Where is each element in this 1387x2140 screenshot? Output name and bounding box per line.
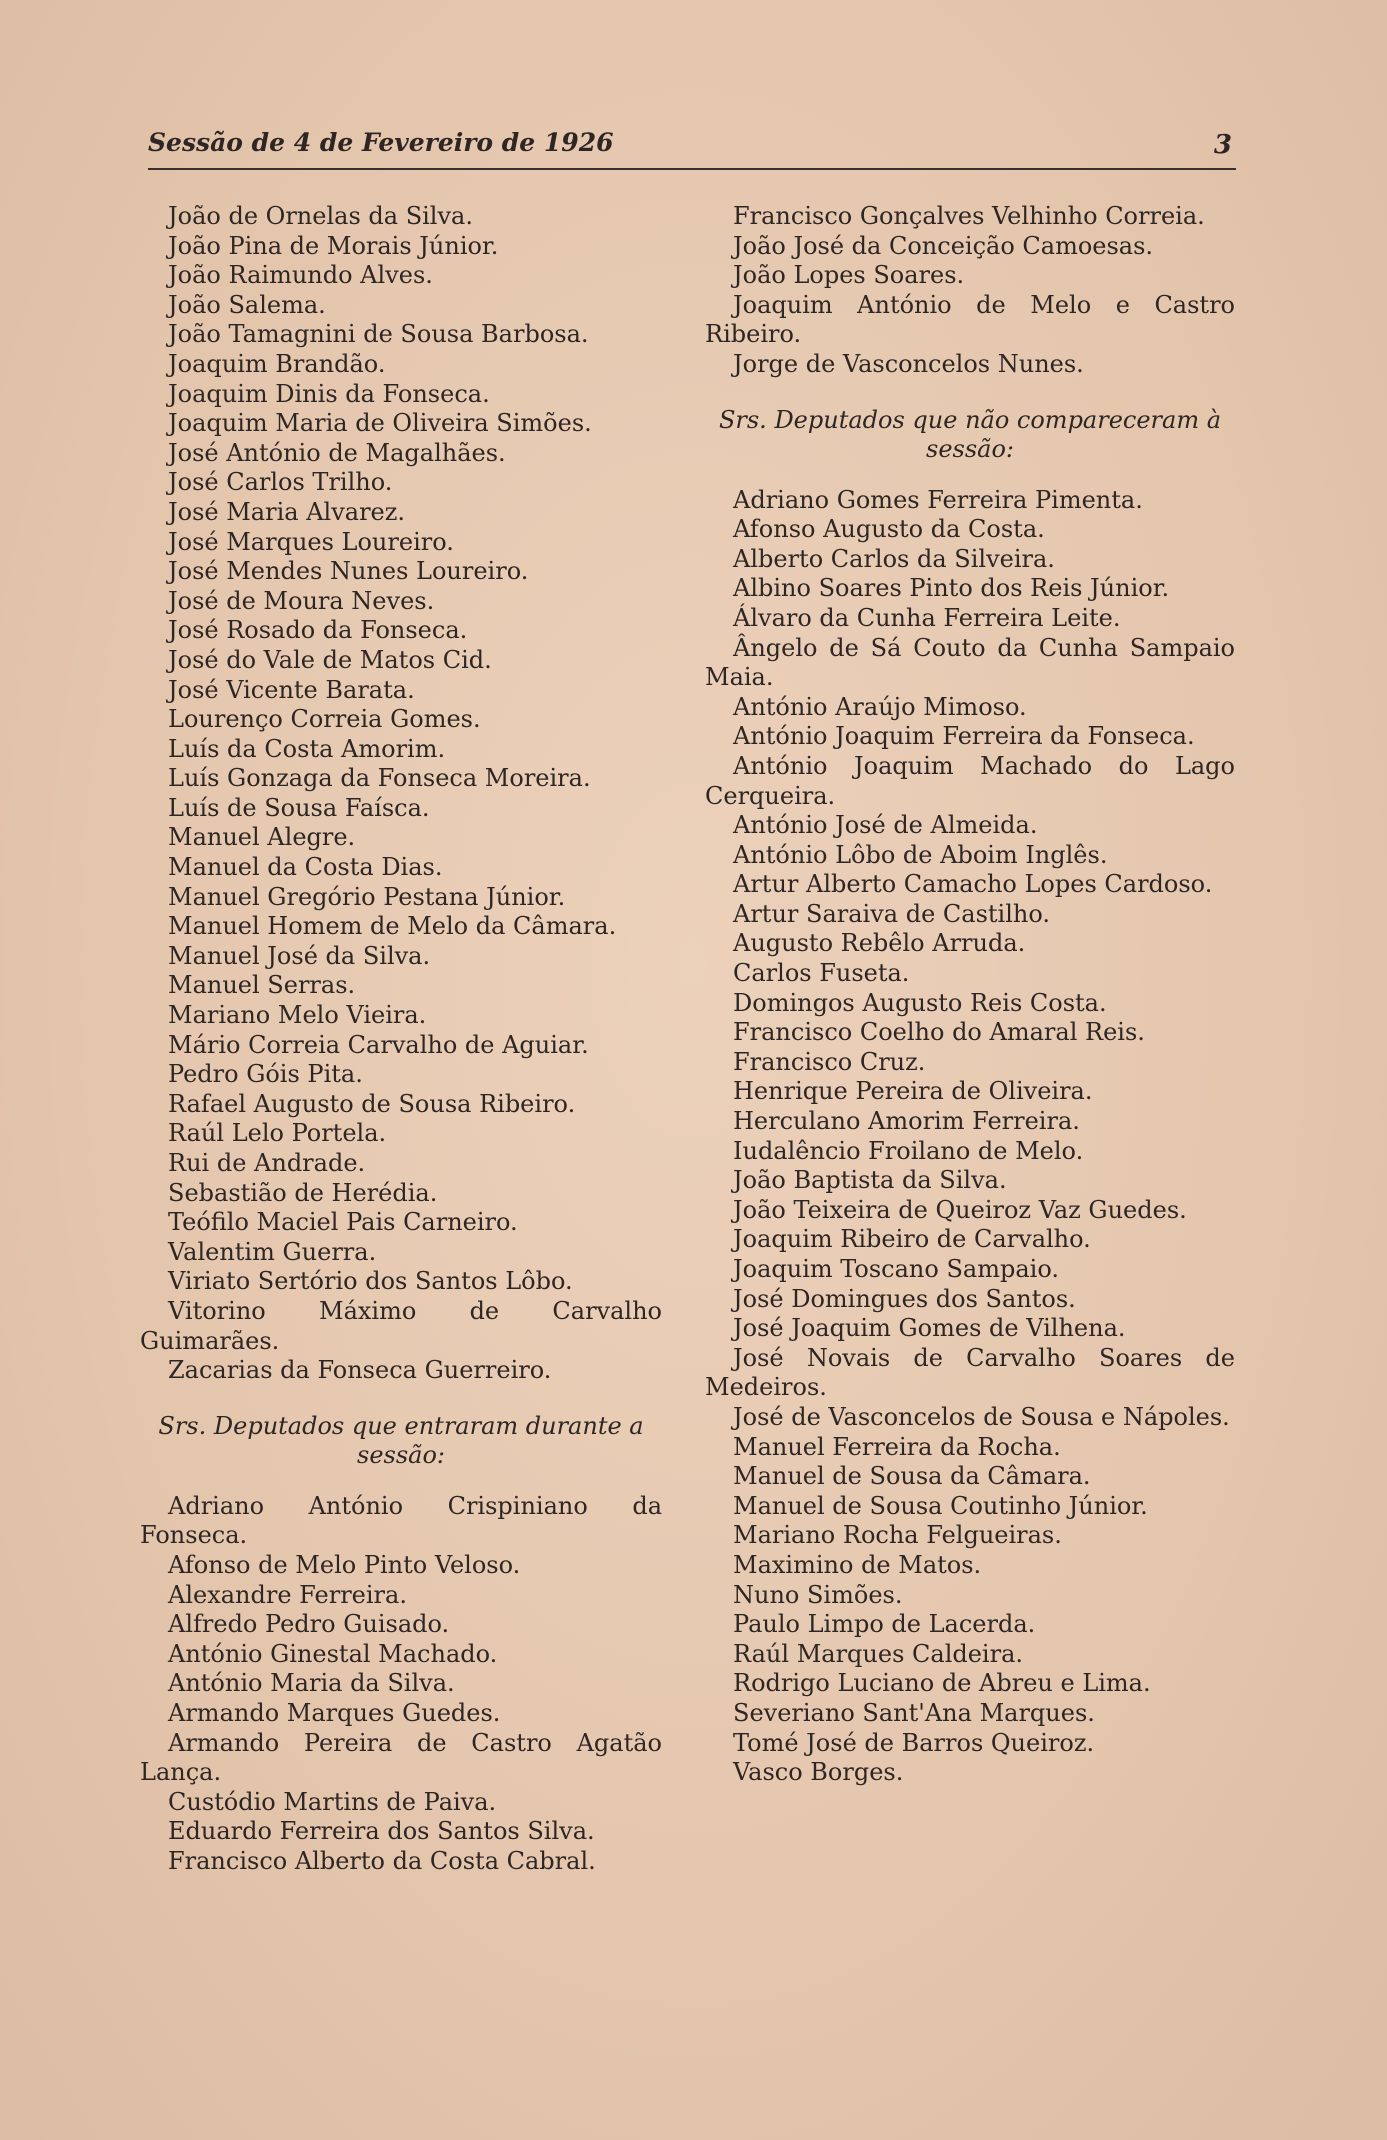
deputy-name: João de Ornelas da Silva. bbox=[168, 202, 473, 230]
deputy-name: Raúl Lelo Portela. bbox=[168, 1119, 387, 1148]
deputy-name: Viriato Sertório dos Santos Lôbo. bbox=[168, 1267, 573, 1296]
present-list bbox=[140, 202, 662, 1386]
deputy-name: José Vicente Barata. bbox=[168, 675, 415, 704]
right-column bbox=[705, 202, 1235, 1788]
absent-list bbox=[705, 486, 1235, 1788]
deputy-name: Eduardo Ferreira dos Santos Silva. bbox=[168, 1817, 595, 1846]
deputy-name: Zacarias da Fonseca Guerreiro. bbox=[168, 1356, 552, 1385]
deputy-name: Afonso de Melo Pinto Veloso. bbox=[168, 1550, 521, 1579]
deputy-name: José de Vasconcelos de Sousa e Nápoles. bbox=[733, 1402, 1230, 1431]
deputy-name: Joaquim Toscano Sampaio. bbox=[733, 1255, 1059, 1283]
deputy-name: Jorge de Vasconcelos Nunes. bbox=[733, 349, 1084, 378]
deputy-name: Rafael Augusto de Sousa Ribeiro. bbox=[168, 1089, 576, 1118]
deputy-name: António Joaquim Ferreira da Fonseca. bbox=[733, 722, 1195, 751]
deputy-name: Manuel Gregório Pestana Júnior. bbox=[168, 882, 566, 911]
deputy-name: Manuel Alegre. bbox=[168, 823, 356, 852]
deputy-name: Albino Soares Pinto dos Reis Júnior. bbox=[733, 574, 1170, 603]
deputy-name: José António de Magalhães. bbox=[168, 438, 506, 467]
deputy-name: António José de Almeida. bbox=[733, 811, 1038, 840]
deputy-name: Alexandre Ferreira. bbox=[168, 1580, 407, 1609]
deputy-name: João Teixeira de Queiroz Vaz Guedes. bbox=[733, 1195, 1187, 1224]
deputy-name: Joaquim Dinis da Fonseca. bbox=[168, 379, 490, 408]
deputy-name: Luís da Costa Amorim. bbox=[168, 734, 446, 763]
deputy-name: José Joaquim Gomes de Vilhena. bbox=[733, 1314, 1126, 1343]
deputy-name: José Mendes Nunes Loureiro. bbox=[168, 557, 529, 586]
deputy-name: Artur Alberto Camacho Lopes Cardoso. bbox=[733, 870, 1213, 899]
deputy-name: Ângelo de Sá Couto da Cunha Sampaio Maia. bbox=[705, 633, 1235, 692]
deputy-name: Sebastião de Herédia. bbox=[168, 1178, 438, 1207]
deputy-name: Maximino de Matos. bbox=[733, 1550, 982, 1579]
deputy-name: Alberto Carlos da Silveira. bbox=[733, 544, 1055, 573]
deputy-name: Tomé José de Barros Queiroz. bbox=[733, 1728, 1095, 1757]
deputy-name: António Araújo Mimoso. bbox=[733, 692, 1027, 721]
deputy-name: Manuel da Costa Dias. bbox=[168, 853, 443, 882]
deputy-name: António Maria da Silva. bbox=[168, 1669, 455, 1698]
deputy-name: Henrique Pereira de Oliveira. bbox=[733, 1077, 1093, 1106]
page-number: 3 bbox=[1213, 130, 1232, 160]
deputy-name: Manuel Ferreira da Rocha. bbox=[733, 1432, 1061, 1461]
deputy-name: Luís de Sousa Faísca. bbox=[168, 793, 430, 822]
deputy-name: Custódio Martins de Paiva. bbox=[168, 1787, 497, 1816]
deputy-name: Álvaro da Cunha Ferreira Leite. bbox=[733, 603, 1121, 632]
deputy-name: Iudalêncio Froilano de Melo. bbox=[733, 1136, 1084, 1165]
absent-heading: Srs. Deputados que não compareceram à sessão: bbox=[718, 405, 1222, 463]
deputy-name: José Carlos Trilho. bbox=[168, 468, 393, 497]
page-header bbox=[148, 124, 1236, 170]
deputy-name: José Rosado da Fonseca. bbox=[168, 616, 468, 645]
deputy-name: Augusto Rebêlo Arruda. bbox=[733, 929, 1026, 958]
deputy-name: António Lôbo de Aboim Inglês. bbox=[733, 840, 1108, 869]
deputy-name: Carlos Fuseta. bbox=[733, 959, 910, 988]
deputy-name: Vitorino Máximo de Carvalho Guimarães. bbox=[140, 1296, 662, 1355]
deputy-name: Manuel Serras. bbox=[168, 971, 356, 1000]
deputy-name: João Pina de Morais Júnior. bbox=[168, 231, 499, 260]
deputy-name: Manuel de Sousa da Câmara. bbox=[733, 1462, 1091, 1491]
entered-heading: Srs. Deputados que entraram durante a sessão: bbox=[158, 1411, 644, 1469]
deputy-name: Joaquim Ribeiro de Carvalho. bbox=[733, 1225, 1091, 1254]
session-title: Sessão de 4 de Fevereiro de 1926 bbox=[148, 128, 614, 157]
deputy-name: Luís Gonzaga da Fonseca Moreira. bbox=[168, 764, 591, 793]
deputy-name: Teófilo Maciel Pais Carneiro. bbox=[168, 1208, 518, 1237]
deputy-name: Rui de Andrade. bbox=[168, 1149, 366, 1177]
deputy-name: Lourenço Correia Gomes. bbox=[168, 705, 481, 734]
deputy-name: Joaquim Maria de Oliveira Simões. bbox=[168, 409, 592, 438]
deputy-name: Francisco Alberto da Costa Cabral. bbox=[168, 1846, 596, 1875]
deputy-name: João Baptista da Silva. bbox=[733, 1166, 1007, 1195]
deputy-name: Francisco Coelho do Amaral Reis. bbox=[733, 1018, 1145, 1047]
deputy-name: Manuel de Sousa Coutinho Júnior. bbox=[733, 1491, 1148, 1520]
deputy-name: Joaquim António de Melo e Castro Ribeiro. bbox=[705, 290, 1235, 349]
deputy-name: João Salema. bbox=[168, 290, 326, 319]
deputy-name: Paulo Limpo de Lacerda. bbox=[733, 1610, 1036, 1639]
deputy-name: Manuel Homem de Melo da Câmara. bbox=[168, 912, 617, 941]
deputy-name: Manuel José da Silva. bbox=[168, 941, 431, 970]
deputy-name: Francisco Cruz. bbox=[733, 1047, 926, 1076]
deputy-name: Armando Pereira de Castro Agatão Lança. bbox=[140, 1728, 662, 1787]
deputy-name: Valentim Guerra. bbox=[168, 1237, 377, 1266]
deputy-name: José Novais de Carvalho Soares de Medeiros. bbox=[705, 1343, 1235, 1402]
deputy-name: Mário Correia Carvalho de Aguiar. bbox=[168, 1030, 589, 1059]
deputy-name: Severiano Sant'Ana Marques. bbox=[733, 1698, 1095, 1727]
deputy-name: Domingos Augusto Reis Costa. bbox=[733, 988, 1107, 1017]
deputy-name: João Raimundo Alves. bbox=[168, 261, 433, 290]
deputy-name: Herculano Amorim Ferreira. bbox=[733, 1107, 1080, 1136]
deputy-name: António Ginestal Machado. bbox=[168, 1639, 498, 1668]
deputy-name: Francisco Gonçalves Velhinho Correia. bbox=[733, 202, 1205, 230]
deputy-name: Armando Marques Guedes. bbox=[168, 1698, 501, 1727]
deputy-name: José Marques Loureiro. bbox=[168, 527, 454, 556]
deputy-name: João Lopes Soares. bbox=[733, 261, 965, 290]
deputy-name: Nuno Simões. bbox=[733, 1580, 903, 1609]
deputy-name: Pedro Góis Pita. bbox=[168, 1060, 363, 1089]
left-column bbox=[140, 202, 662, 1876]
entered-list bbox=[140, 1492, 662, 1877]
entered-continued-list bbox=[705, 202, 1235, 380]
deputy-name: José do Vale de Matos Cid. bbox=[168, 645, 492, 674]
deputy-name: José Maria Alvarez. bbox=[168, 497, 406, 526]
deputy-name: Adriano António Crispiniano da Fonseca. bbox=[140, 1491, 662, 1550]
deputy-name: José de Moura Neves. bbox=[168, 586, 435, 615]
deputy-name: Afonso Augusto da Costa. bbox=[733, 515, 1045, 544]
deputy-name: Joaquim Brandão. bbox=[168, 349, 386, 378]
deputy-name: Mariano Rocha Felgueiras. bbox=[733, 1521, 1062, 1550]
deputy-name: Alfredo Pedro Guisado. bbox=[168, 1610, 450, 1639]
deputy-name: Artur Saraiva de Castilho. bbox=[733, 899, 1051, 928]
deputy-name: Mariano Melo Vieira. bbox=[168, 1001, 427, 1030]
deputy-name: João Tamagnini de Sousa Barbosa. bbox=[168, 320, 589, 349]
deputy-name: Rodrigo Luciano de Abreu e Lima. bbox=[733, 1669, 1151, 1698]
deputy-name: António Joaquim Machado do Lago Cerqueira. bbox=[705, 751, 1235, 810]
deputy-name: José Domingues dos Santos. bbox=[733, 1284, 1076, 1313]
deputy-name: Vasco Borges. bbox=[733, 1758, 904, 1787]
deputy-name: João José da Conceição Camoesas. bbox=[733, 231, 1154, 260]
deputy-name: Adriano Gomes Ferreira Pimenta. bbox=[733, 485, 1143, 514]
deputy-name: Raúl Marques Caldeira. bbox=[733, 1639, 1024, 1668]
